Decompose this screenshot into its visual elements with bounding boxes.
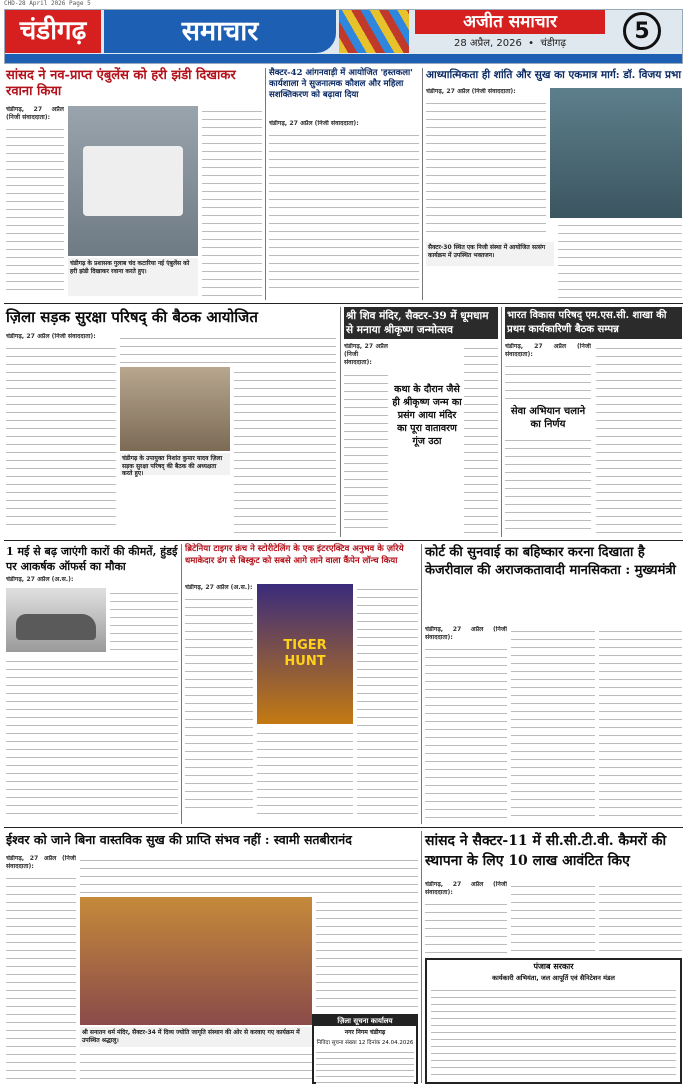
- article-body-col2: [80, 855, 418, 893]
- article-body: [425, 881, 507, 955]
- article-dateline: चंडीगढ़, 27 अप्रैल (अ.स.):: [6, 576, 74, 583]
- article-body: [6, 855, 76, 1079]
- notice-subtitle: नगर निगम चंडीगढ़: [344, 1029, 386, 1037]
- article-dateline: चंडीगढ़, 27 अप्रैल (निजी संवाददाता):: [269, 120, 359, 127]
- article-body: [269, 120, 419, 298]
- article-body: [425, 626, 507, 820]
- article-body-col3: [599, 626, 682, 820]
- row-divider: [4, 540, 683, 541]
- car-image-shape: [16, 614, 96, 640]
- article-body-mid: [257, 728, 353, 820]
- article-body-lower: [6, 656, 178, 820]
- article-dateline: चंडीगढ़, 27 अप्रैल (निजी संवाददाता):: [425, 626, 507, 642]
- photo-caption: श्री सनातन धर्म मंदिर, सैक्टर-34 में दिव्य ज्योति जागृति संस्थान की ओर से करवाए गए कार्यक्रम में उपस्थित श्रद्धालु।: [80, 1027, 312, 1047]
- article-headline: ब्रिटेनिया टाइगर क्रंच ने स्टोरीटेलिंग के एक इंटरएक्टिव अनुभव के ज़रिये धमाकेदार ढंग से बिस्कुट को सबसे आगे लाने वाला कैंपेन लॉन्च किया: [185, 544, 404, 566]
- ambulance-image-shape: [83, 146, 183, 216]
- masthead-paper-name: अजीत समाचार: [415, 10, 605, 34]
- notice-body: [316, 1048, 414, 1084]
- article-headline: श्री शिव मंदिर, सैक्टर-39 में धूमधाम से मनाया श्रीकृष्ण जन्मोत्सव: [344, 307, 498, 339]
- article-headline: 1 मई से बढ़ जाएंगी कारों की कीमतें, हुंडई पर आकर्षक ऑफर्स का मौका: [6, 545, 178, 573]
- article-body: [6, 333, 116, 533]
- article-headline: ज़िला सड़क सुरक्षा परिषद् की बैठक आयोजित: [6, 308, 258, 326]
- article-janmashtami: [344, 307, 498, 537]
- article-headline: कोर्ट की सुनवाई का बहिष्कार करना दिखाता है केजरीवाल की अराजकतावादी मानसिकता : मुख्यमंत्री: [425, 545, 676, 578]
- article-pullquote: सेवा अभियान चलाने का निर्णय: [510, 406, 586, 431]
- masthead-place: चंडीगढ़: [540, 38, 566, 49]
- print-slug: CHD-28 April 2026 Page 5: [4, 0, 91, 7]
- article-dateline: चंडीगढ़, 27 अप्रैल (निजी संवाददाता):: [425, 881, 507, 897]
- tender-advert: [425, 958, 682, 1084]
- article-sector42: [269, 68, 419, 300]
- article-body-lower: [558, 220, 682, 298]
- article-photo: [6, 588, 106, 652]
- article-body: [6, 106, 64, 296]
- row-divider: [4, 303, 683, 304]
- advert-image: [257, 584, 353, 724]
- article-body-col3: [599, 881, 682, 955]
- column-divider: [501, 307, 502, 537]
- photo-caption: सैक्टर-30 स्थित एक निजी संस्था में आयोजित सत्संग कार्यक्रम में उपस्थित भक्तजन।: [426, 242, 554, 266]
- row-divider: [4, 827, 683, 828]
- masthead-stripe-decoration: [339, 10, 409, 53]
- article-headline: सैक्टर-42 आंगनवाड़ी में आयोजित 'हस्तकला' कार्यशाला ने सुजनात्मक कौशल और महिला सशक्तिकरण को बढ़ावा दिया: [269, 68, 413, 100]
- article-dateline: चंडीगढ़, 27 अप्रैल (अ.स.):: [185, 584, 253, 591]
- article-headline: ईश्वर को जाने बिना वास्तविक सुख की प्राप्ति संभव नहीं : स्वामी सतबीरानंद: [6, 832, 352, 847]
- tender-subtitle: कार्यकारी अभियंता, जल आपूर्ति एवं सैनिटेशन मंडल: [492, 974, 615, 983]
- masthead-city: चंडीगढ़: [5, 10, 101, 53]
- article-ambulance: [6, 68, 262, 300]
- masthead-date: 28 अप्रैल, 2026: [453, 38, 522, 49]
- notice-title: ज़िला सूचना कार्यालय: [314, 1016, 416, 1026]
- masthead-section: समाचार: [104, 10, 336, 53]
- article-headline: सांसद ने नव-प्राप्त एंबुलेंस को हरी झंडी दिखाकर रवाना किया: [6, 68, 236, 99]
- article-spiritual: [426, 68, 682, 300]
- article-headline: भारत विकास परिषद् एम.एस.सी. शाखा की प्रथम कार्यकारिणी बैठक सम्पन्न: [505, 307, 682, 339]
- article-body: [344, 343, 388, 533]
- article-dateline: चंडीगढ़, 27 अप्रैल (निजी संवाददाता):: [426, 88, 516, 95]
- article-body-col2: [511, 626, 595, 820]
- article-photo: [68, 106, 198, 256]
- article-photo: [120, 367, 230, 451]
- article-photo: [80, 897, 312, 1025]
- article-cars: [6, 544, 178, 824]
- article-dateline: चंडीगढ़, 27 अप्रैल (निजी संवाददाता):: [6, 855, 76, 871]
- article-pullquote: कथा के दौरान जैसे ही श्रीकृष्ण जन्म का प्रसंग आया मंदिर का पूरा वातावरण गूंज उठा: [392, 384, 462, 447]
- notice-advert: [312, 1014, 418, 1084]
- article-dateline: चंडीगढ़, 27 अप्रैल (निजी संवाददाता):: [344, 343, 388, 367]
- article-body-col2: [511, 881, 595, 955]
- article-dateline: चंडीगढ़, 27 अप्रैल (निजी संवाददाता):: [6, 333, 96, 340]
- article-body-col2: [120, 333, 336, 363]
- masthead-strip: [5, 54, 682, 63]
- column-divider: [421, 831, 422, 1083]
- article-vikas: [505, 307, 682, 537]
- article-body-right: [596, 343, 682, 533]
- advert-title: TIGER HUNT: [283, 638, 327, 669]
- article-headline: आध्यात्मिकता ही शांति और सुख का एकमात्र मार्ग: डॉ. विजय प्रभा: [426, 69, 682, 81]
- photo-caption: चंडीगढ़ के उपायुक्त निशांत कुमार यादव ज़िला सड़क सुरक्षा परिषद् की बैठक की अध्यक्षता करते हुए।: [120, 453, 230, 475]
- article-body-lower: [80, 1049, 312, 1079]
- article-body-right: [464, 343, 498, 533]
- masthead-dateline: 28 अप्रैल, 2026 • चंडीगढ़: [453, 38, 566, 49]
- article-road-safety: [6, 307, 336, 537]
- article-headline: सांसद ने सैक्टर-11 में सी.सी.टी.वी. कैमरों की स्थापना के लिए 10 लाख आवंटित किए: [425, 833, 667, 869]
- column-divider: [340, 307, 341, 537]
- masthead: [4, 9, 683, 64]
- column-divider: [422, 68, 423, 300]
- notice-line: निविदा सूचना संख्या 12 दिनांक 24.04.2026: [316, 1040, 414, 1047]
- article-photo: [550, 88, 682, 218]
- article-body: [185, 584, 253, 820]
- article-body: [110, 588, 178, 652]
- article-body-right: [357, 584, 418, 820]
- page-number: 5: [623, 12, 661, 50]
- article-body-right: [202, 106, 262, 296]
- article-body: [505, 343, 591, 533]
- article-body: [426, 88, 546, 238]
- tender-title: पंजाब सरकार: [533, 961, 574, 971]
- column-divider: [181, 544, 182, 824]
- photo-caption: चंडीगढ़ के प्रशासक गुलाब चंद कटारिया नई एंबुलेंस को हरी झंडी दिखाकर रवाना करते हुए।: [68, 258, 198, 296]
- article-court: [425, 544, 682, 824]
- column-divider: [265, 68, 266, 300]
- tender-body: [431, 986, 676, 1076]
- article-body-col3: [234, 367, 336, 533]
- article-dateline: चंडीगढ़, 27 अप्रैल (निजी संवाददाता):: [6, 106, 64, 122]
- article-dateline: चंडीगढ़, 27 अप्रैल (निजी संवाददाता):: [505, 343, 591, 359]
- column-divider: [421, 544, 422, 824]
- article-tiger: [185, 544, 418, 824]
